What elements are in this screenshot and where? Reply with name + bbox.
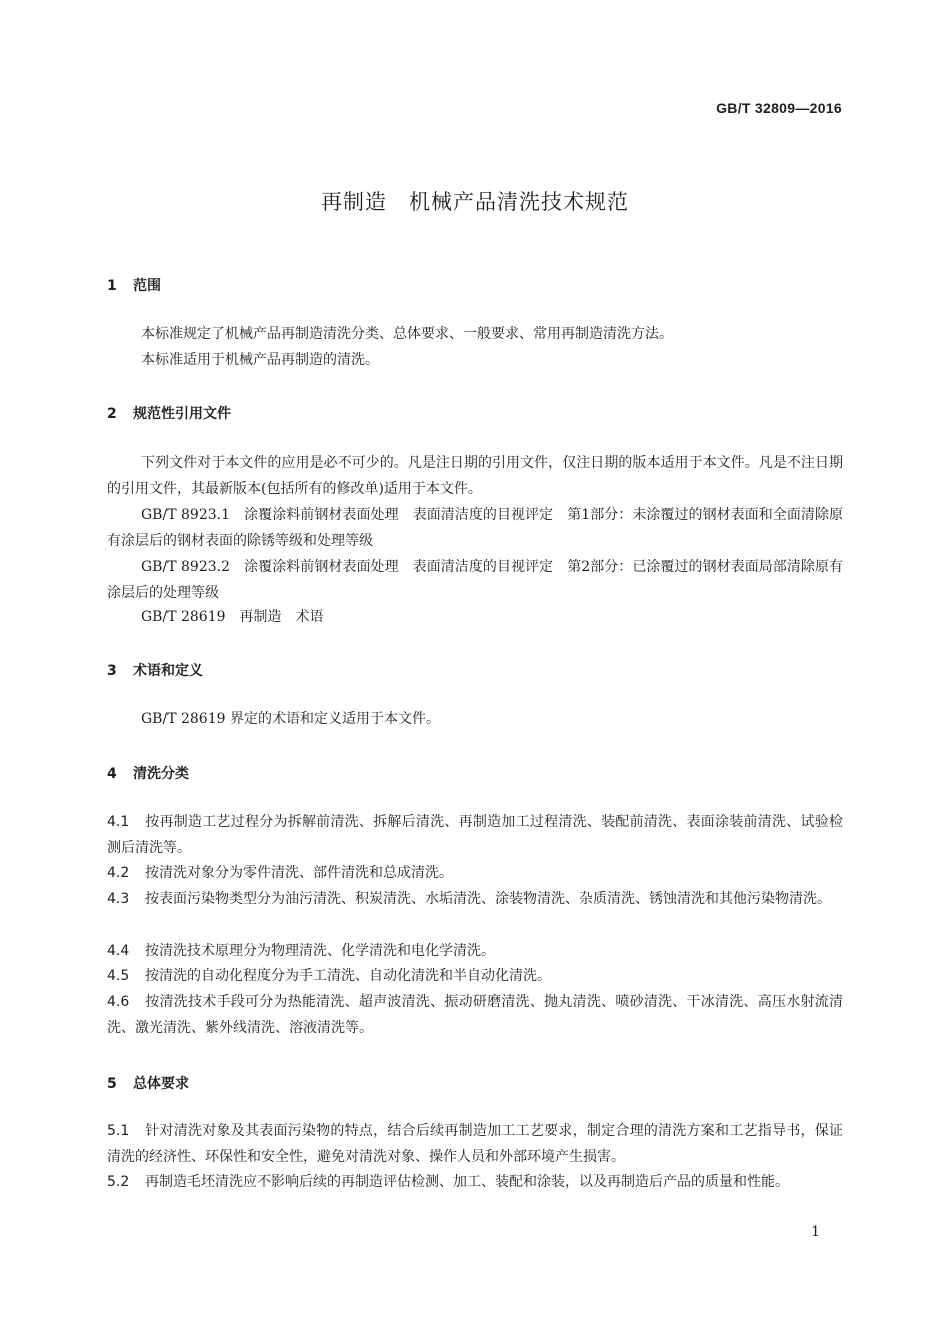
section-heading-4 xyxy=(107,763,189,783)
section-number: 1 xyxy=(107,278,117,294)
clause xyxy=(107,963,843,989)
paragraph: 本标准适用于机械产品再制造的清洗。 xyxy=(141,352,379,368)
clause-text: 按清洗对象分为零件清洗、部件清洗和总成清洗。 xyxy=(145,865,453,881)
reference-item: GB/T 8923.2 涂覆涂料前钢材表面处理 表面清洁度的目视评定 第2部分：已涂覆过的钢材表面局部清除原有涂层后的处理等级 xyxy=(107,559,843,601)
section-heading-3 xyxy=(107,660,203,680)
reference-item: GB/T 8923.1 涂覆涂料前钢材表面处理 表面清洁度的目视评定 第1部分：未涂覆过的钢材表面和全面清除原有涂层后的钢材表面的除锈等级和处理等级 xyxy=(107,507,843,549)
standard-code: GB/T 32809—2016 xyxy=(716,100,842,116)
paragraph: GB/T 28619 界定的术语和定义适用于本文件。 xyxy=(141,711,440,727)
clause-text: 按表面污染物类型分为油污清洗、积炭清洗、水垢清洗、涂装物清洗、杂质清洗、锈蚀清洗和其他污染物清洗。 xyxy=(145,891,831,907)
document-title: 再制造 机械产品清洗技术规范 xyxy=(321,190,629,214)
clause-text: 按再制造工艺过程分为拆解前清洗、拆解后清洗、再制造加工过程清洗、装配前清洗、表面涂装前清洗、试验检测后清洗等。 xyxy=(107,814,843,856)
clause-text: 按清洗的自动化程度分为手工清洗、自动化清洗和半自动化清洗。 xyxy=(145,968,551,984)
clause xyxy=(107,860,843,886)
clause-text: 按清洗技术手段可分为热能清洗、超声波清洗、振动研磨清洗、抛丸清洗、喷砂清洗、干冰清洗、高压水射流清洗、激光清洗、紫外线清洗、溶液清洗等。 xyxy=(107,994,843,1036)
section-title: 清洗分类 xyxy=(133,766,189,782)
section-number: 3 xyxy=(107,663,117,679)
clause-number: 5.2 xyxy=(107,1174,130,1190)
section-title: 范围 xyxy=(133,278,161,294)
clause xyxy=(107,989,843,1041)
clause-number: 4.6 xyxy=(107,994,130,1010)
clause xyxy=(107,938,843,964)
clause-number: 4.1 xyxy=(107,814,130,830)
clause-text: 针对清洗对象及其表面污染物的特点，结合后续再制造加工工艺要求，制定合理的清洗方案和工艺指导书，保证清洗的经济性、环保性和安全性，避免对清洗对象、操作人员和外部环境产生损害。 xyxy=(107,1123,843,1165)
clause xyxy=(107,1169,843,1195)
section-heading-5 xyxy=(107,1073,189,1093)
paragraph: 本标准规定了机械产品再制造清洗分类、总体要求、一般要求、常用再制造清洗方法。 xyxy=(141,326,673,342)
section-title: 规范性引用文件 xyxy=(133,406,231,422)
clause xyxy=(107,886,843,912)
paragraph: 下列文件对于本文件的应用是必不可少的。凡是注日期的引用文件，仅注日期的版本适用于本文件。凡是不注日期的引用文件，其最新版本(包括所有的修改单)适用于本文件。 xyxy=(107,455,843,497)
reference-item: GB/T 28619 再制造 术语 xyxy=(141,609,324,625)
clause-number: 4.3 xyxy=(107,891,130,907)
clause-number: 5.1 xyxy=(107,1123,130,1139)
section-number: 5 xyxy=(107,1076,117,1092)
section-number: 4 xyxy=(107,766,117,782)
page-number: 1 xyxy=(811,1224,820,1240)
clause-number: 4.4 xyxy=(107,943,130,959)
section-title: 术语和定义 xyxy=(133,663,203,679)
clause-text: 按清洗技术原理分为物理清洗、化学清洗和电化学清洗。 xyxy=(145,943,495,959)
clause-number: 4.5 xyxy=(107,968,130,984)
section-heading-2 xyxy=(107,403,231,423)
clause-number: 4.2 xyxy=(107,865,130,881)
section-heading-1 xyxy=(107,275,161,295)
clause-text: 再制造毛坯清洗应不影响后续的再制造评估检测、加工、装配和涂装，以及再制造后产品的质量和性能。 xyxy=(145,1174,789,1190)
section-title: 总体要求 xyxy=(133,1076,189,1092)
clause xyxy=(107,809,843,861)
clause xyxy=(107,1118,843,1170)
section-number: 2 xyxy=(107,406,117,422)
